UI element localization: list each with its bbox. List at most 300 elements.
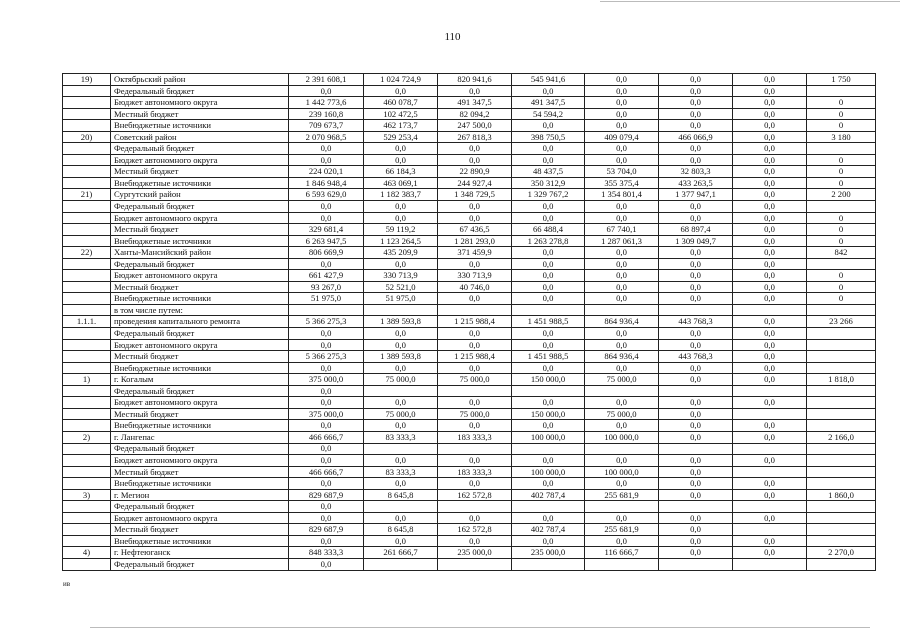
row-name-cell: Бюджет автономного округа [111,97,289,109]
value-cell: 0,0 [585,120,659,132]
value-cell [364,501,438,513]
row-name-cell: Местный бюджет [111,281,289,293]
value-cell: 0,0 [733,189,807,201]
value-cell: 0,0 [512,293,585,305]
value-cell: 67 436,5 [438,224,512,236]
value-cell: 66 488,4 [512,224,585,236]
table-row [63,293,876,305]
value-cell: 5 366 275,3 [289,351,364,363]
value-cell: 255 681,9 [585,489,659,501]
row-number-cell [63,224,111,236]
value-cell: 8 645,8 [364,489,438,501]
value-cell: 0,0 [733,374,807,386]
value-cell: 0,0 [512,478,585,490]
row-number-cell [63,258,111,270]
value-cell: 52 521,0 [364,281,438,293]
row-name-cell: Бюджет автономного округа [111,512,289,524]
value-cell: 6 593 629,0 [289,189,364,201]
value-cell: 806 669,9 [289,247,364,259]
table-row [63,466,876,478]
value-cell [438,304,512,316]
row-name-cell: г. Мегион [111,489,289,501]
value-cell: 443 768,3 [659,316,733,328]
value-cell: 0,0 [512,339,585,351]
value-cell: 0,0 [512,512,585,524]
budget-table [62,73,876,571]
value-cell: 0,0 [289,420,364,432]
value-cell: 462 173,7 [364,120,438,132]
value-cell: 0,0 [733,316,807,328]
value-cell: 0,0 [289,397,364,409]
row-number-cell [63,270,111,282]
value-cell: 0,0 [733,397,807,409]
value-cell: 0,0 [733,489,807,501]
row-name-cell: Внебюджетные источники [111,362,289,374]
row-name-cell: Бюджет автономного округа [111,397,289,409]
value-cell: 0,0 [289,443,364,455]
value-cell: 0,0 [659,374,733,386]
page-number: 110 [444,31,461,43]
value-cell: 0,0 [733,478,807,490]
value-cell: 0,0 [438,154,512,166]
table-row [63,535,876,547]
row-number-cell [63,166,111,178]
value-cell: 0,0 [659,328,733,340]
value-cell: 75 000,0 [364,408,438,420]
value-cell: 0,0 [733,154,807,166]
row-name-cell: Местный бюджет [111,524,289,536]
value-cell: 0 [807,270,876,282]
value-cell: 0,0 [585,258,659,270]
value-cell: 0,0 [659,455,733,467]
value-cell: 0,0 [512,258,585,270]
value-cell: 0,0 [585,478,659,490]
row-number-cell [63,443,111,455]
value-cell: 709 673,7 [289,120,364,132]
row-number-cell [63,328,111,340]
value-cell: 0,0 [659,431,733,443]
value-cell: 0,0 [733,351,807,363]
value-cell: 0,0 [659,74,733,86]
value-cell: 0,0 [733,108,807,120]
value-cell: 93 267,0 [289,281,364,293]
value-cell: 0,0 [733,85,807,97]
value-cell: 0,0 [512,120,585,132]
value-cell: 1 348 729,5 [438,189,512,201]
row-number-cell [63,362,111,374]
value-cell: 371 459,9 [438,247,512,259]
value-cell: 466 666,7 [289,466,364,478]
value-cell: 0,0 [733,177,807,189]
value-cell [585,385,659,397]
value-cell: 0 [807,281,876,293]
value-cell: 0,0 [733,362,807,374]
value-cell: 0,0 [585,397,659,409]
value-cell: 1 182 383,7 [364,189,438,201]
value-cell: 0 [807,235,876,247]
row-number-cell [63,281,111,293]
value-cell: 183 333,3 [438,431,512,443]
row-name-cell: Федеральный бюджет [111,501,289,513]
row-name-cell: Внебюджетные источники [111,535,289,547]
row-number-cell [63,397,111,409]
value-cell [807,362,876,374]
value-cell: 0,0 [733,535,807,547]
value-cell: 51 975,0 [364,293,438,305]
row-name-cell: Местный бюджет [111,408,289,420]
value-cell [807,512,876,524]
value-cell: 0,0 [438,143,512,155]
value-cell [807,558,876,570]
value-cell: 0,0 [364,397,438,409]
value-cell: 100 000,0 [585,431,659,443]
value-cell: 0,0 [733,212,807,224]
value-cell: 54 594,2 [512,108,585,120]
value-cell [733,443,807,455]
value-cell: 491 347,5 [512,97,585,109]
value-cell: 0,0 [733,270,807,282]
value-cell: 183 333,3 [438,466,512,478]
value-cell: 0,0 [512,270,585,282]
value-cell: 0,0 [659,293,733,305]
value-cell: 0,0 [289,85,364,97]
value-cell: 0,0 [512,247,585,259]
value-cell [364,443,438,455]
value-cell: 1 309 049,7 [659,235,733,247]
value-cell [438,443,512,455]
value-cell: 0,0 [659,258,733,270]
value-cell: 116 666,7 [585,547,659,559]
table-row [63,189,876,201]
table-row [63,397,876,409]
value-cell: 0,0 [585,212,659,224]
value-cell [807,443,876,455]
table-row [63,339,876,351]
value-cell: 0,0 [289,385,364,397]
table-row [63,478,876,490]
row-number-cell [63,143,111,155]
value-cell [438,558,512,570]
value-cell: 0 [807,224,876,236]
value-cell: 398 750,5 [512,131,585,143]
row-name-cell: Бюджет автономного округа [111,154,289,166]
value-cell: 0,0 [512,281,585,293]
value-cell [807,339,876,351]
row-name-cell: Федеральный бюджет [111,201,289,213]
value-cell: 0,0 [289,201,364,213]
value-cell: 0,0 [659,362,733,374]
value-cell: 0,0 [659,247,733,259]
value-cell: 466 066,9 [659,131,733,143]
value-cell [364,304,438,316]
value-cell: 433 263,5 [659,177,733,189]
value-cell: 1 818,0 [807,374,876,386]
row-number-cell [63,85,111,97]
value-cell: 0,0 [585,201,659,213]
value-cell: 0,0 [289,258,364,270]
value-cell [807,501,876,513]
value-cell: 375 000,0 [289,408,364,420]
table-row [63,177,876,189]
value-cell: 1 846 948,4 [289,177,364,189]
table-row [63,166,876,178]
row-number-cell [63,177,111,189]
value-cell [585,304,659,316]
value-cell: 75 000,0 [585,374,659,386]
value-cell: 355 375,4 [585,177,659,189]
value-cell: 1 281 293,0 [438,235,512,247]
row-number-cell [63,524,111,536]
value-cell: 0,0 [438,478,512,490]
value-cell: 829 687,9 [289,524,364,536]
value-cell: 0,0 [438,328,512,340]
row-name-cell: г. Когалым [111,374,289,386]
value-cell: 848 333,3 [289,547,364,559]
value-cell: 1 442 773,6 [289,97,364,109]
value-cell: 0,0 [733,166,807,178]
row-number-cell [63,455,111,467]
row-number-cell [63,154,111,166]
table-row [63,120,876,132]
row-number-cell [63,558,111,570]
row-name-cell: Сургутский район [111,189,289,201]
value-cell: 0,0 [438,201,512,213]
value-cell: 0,0 [512,154,585,166]
table-row [63,420,876,432]
value-cell: 1 215 988,4 [438,316,512,328]
value-cell: 0,0 [733,131,807,143]
scan-artifact-top [600,1,900,2]
value-cell [807,397,876,409]
value-cell: 1 750 [807,74,876,86]
value-cell: 66 184,3 [364,166,438,178]
table-row [63,85,876,97]
row-name-cell: Местный бюджет [111,166,289,178]
row-name-cell: Бюджет автономного округа [111,339,289,351]
table-row [63,408,876,420]
value-cell: 0,0 [289,535,364,547]
value-cell: 0,0 [438,397,512,409]
row-number-cell [63,108,111,120]
value-cell: 0,0 [585,281,659,293]
value-cell [438,385,512,397]
value-cell [585,443,659,455]
value-cell: 0,0 [512,328,585,340]
value-cell: 0 [807,177,876,189]
value-cell: 0,0 [364,455,438,467]
value-cell: 267 818,3 [438,131,512,143]
value-cell: 8 645,8 [364,524,438,536]
value-cell: 350 312,9 [512,177,585,189]
table-row [63,224,876,236]
value-cell [659,304,733,316]
row-name-cell: Бюджет автономного округа [111,455,289,467]
row-name-cell: Федеральный бюджет [111,143,289,155]
value-cell: 0,0 [289,501,364,513]
value-cell: 0,0 [659,120,733,132]
value-cell: 435 209,9 [364,247,438,259]
value-cell [807,385,876,397]
table-row [63,489,876,501]
value-cell: 460 078,7 [364,97,438,109]
value-cell: 0,0 [733,281,807,293]
value-cell: 0,0 [585,74,659,86]
value-cell: 0,0 [733,420,807,432]
value-cell: 83 333,3 [364,466,438,478]
value-cell: 0,0 [364,328,438,340]
row-number-cell [63,212,111,224]
value-cell: 75 000,0 [438,408,512,420]
value-cell: 162 572,8 [438,524,512,536]
value-cell: 0,0 [585,512,659,524]
value-cell [807,351,876,363]
value-cell [659,501,733,513]
value-cell: 402 787,4 [512,489,585,501]
value-cell: 0,0 [585,420,659,432]
value-cell: 0,0 [289,143,364,155]
value-cell [512,558,585,570]
value-cell: 0,0 [659,524,733,536]
value-cell: 0,0 [659,201,733,213]
value-cell: 0,0 [364,154,438,166]
row-name-cell: Местный бюджет [111,466,289,478]
table-row [63,374,876,386]
value-cell: 0,0 [733,74,807,86]
value-cell: 0,0 [364,535,438,547]
value-cell: 0,0 [733,120,807,132]
value-cell [512,443,585,455]
value-cell: 330 713,9 [364,270,438,282]
value-cell [733,524,807,536]
value-cell: 402 787,4 [512,524,585,536]
value-cell: 329 681,4 [289,224,364,236]
value-cell: 0,0 [659,547,733,559]
value-cell: 0,0 [733,339,807,351]
table-row [63,108,876,120]
value-cell [512,501,585,513]
table-row [63,362,876,374]
value-cell: 100 000,0 [585,466,659,478]
row-name-cell: Федеральный бюджет [111,385,289,397]
value-cell: 0,0 [585,535,659,547]
row-name-cell: г. Лангепас [111,431,289,443]
value-cell: 0,0 [512,397,585,409]
table-row [63,328,876,340]
row-name-cell: Ханты-Мансийский район [111,247,289,259]
value-cell: 0,0 [364,201,438,213]
value-cell: 0,0 [585,85,659,97]
value-cell: 829 687,9 [289,489,364,501]
value-cell: 1 263 278,8 [512,235,585,247]
value-cell: 0,0 [289,339,364,351]
value-cell: 6 263 947,5 [289,235,364,247]
row-number-cell: 21) [63,189,111,201]
value-cell: 2 070 968,5 [289,131,364,143]
row-number-cell [63,351,111,363]
value-cell [659,558,733,570]
row-name-cell: Внебюджетные источники [111,120,289,132]
value-cell: 83 333,3 [364,431,438,443]
row-name-cell: Советский район [111,131,289,143]
table-row [63,547,876,559]
table-row [63,74,876,86]
table-row [63,455,876,467]
value-cell: 0,0 [289,558,364,570]
value-cell: 0 [807,166,876,178]
row-number-cell [63,97,111,109]
table-row [63,351,876,363]
value-cell: 0,0 [289,512,364,524]
value-cell: 0,0 [659,466,733,478]
value-cell [585,558,659,570]
value-cell: 0 [807,154,876,166]
value-cell: 0,0 [585,154,659,166]
row-name-cell: Местный бюджет [111,351,289,363]
row-name-cell: Бюджет автономного округа [111,270,289,282]
value-cell: 150 000,0 [512,408,585,420]
value-cell: 0,0 [512,212,585,224]
value-cell: 0,0 [585,455,659,467]
value-cell: 0,0 [289,362,364,374]
table-row [63,316,876,328]
value-cell: 5 366 275,3 [289,316,364,328]
value-cell [807,455,876,467]
footer-mark: ив [63,580,71,588]
value-cell: 255 681,9 [585,524,659,536]
table-row [63,235,876,247]
value-cell: 0,0 [438,512,512,524]
value-cell [364,558,438,570]
value-cell: 0,0 [364,420,438,432]
value-cell: 0,0 [659,97,733,109]
row-name-cell: проведения капитального ремонта [111,316,289,328]
value-cell: 0,0 [512,420,585,432]
value-cell: 491 347,5 [438,97,512,109]
value-cell [807,328,876,340]
row-number-cell: 2) [63,431,111,443]
row-name-cell: г. Нефтеюганск [111,547,289,559]
value-cell: 75 000,0 [364,374,438,386]
value-cell: 0,0 [364,362,438,374]
table-row [63,304,876,316]
value-cell: 0,0 [289,154,364,166]
value-cell: 0,0 [512,85,585,97]
row-number-cell [63,420,111,432]
value-cell: 247 500,0 [438,120,512,132]
row-name-cell: Внебюджетные источники [111,177,289,189]
row-number-cell [63,293,111,305]
value-cell: 0,0 [733,201,807,213]
value-cell: 0,0 [733,258,807,270]
row-number-cell [63,235,111,247]
row-number-cell [63,501,111,513]
value-cell: 0,0 [364,85,438,97]
row-name-cell: Федеральный бюджет [111,443,289,455]
row-number-cell: 1) [63,374,111,386]
value-cell: 0,0 [733,293,807,305]
value-cell: 545 941,6 [512,74,585,86]
value-cell: 2 200 [807,189,876,201]
row-number-cell: 22) [63,247,111,259]
value-cell: 0,0 [585,108,659,120]
value-cell: 0,0 [733,224,807,236]
value-cell [659,443,733,455]
value-cell: 0,0 [512,535,585,547]
value-cell: 0,0 [289,455,364,467]
scan-artifact-bottom [90,627,870,628]
table-row [63,512,876,524]
row-name-cell: Октябрьский район [111,74,289,86]
